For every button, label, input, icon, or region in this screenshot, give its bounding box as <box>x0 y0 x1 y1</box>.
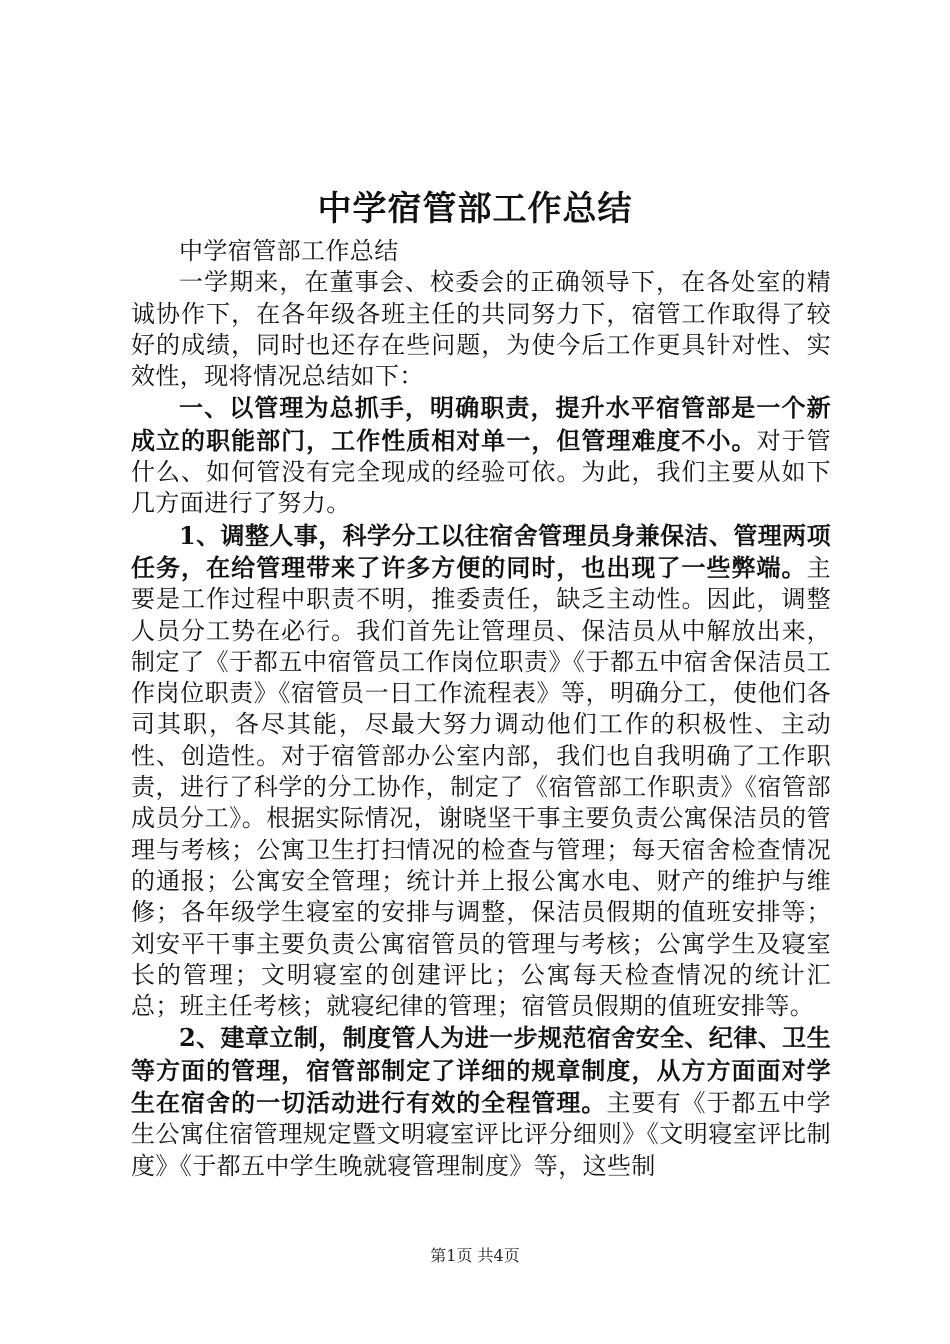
section-one-heading: 一、以管理为总抓手，明确职责，提升水平宿管部是一个新成立的职能部门，工作性质相对单一，但管理难度不小。 <box>131 393 831 455</box>
intro-paragraph: 一学期来，在董事会、校委会的正确领导下，在各处室的精诚协作下，在各年级各班主任的共同努力下，宿管工作取得了较好的成绩，同时也还存在些问题，为使今后工作更具针对性、实效性，现将情况总结如下： <box>131 268 831 391</box>
section-one-paragraph <box>131 392 831 519</box>
item-one-paragraph <box>131 520 831 1023</box>
document-body <box>131 236 831 1182</box>
item-two-paragraph <box>131 1022 831 1181</box>
page-number: 第1页 共4页 <box>430 1246 520 1265</box>
section-one-text: 对于管什么、如何管没有完全现成的经验可依。为此，我们主要从如下几方面进行了努力。 <box>131 426 832 518</box>
item-one-heading: 1、调整人事，科学分工以往宿舍管理员身兼保洁、管理两项任务，在给管理带来了许多方便的同时，也出现了一些弊端。 <box>131 520 831 582</box>
subtitle-paragraph: 中学宿管部工作总结 <box>179 237 399 265</box>
item-two-text: 主要有《于都五中学生公寓住宿管理规定暨文明寝室评比评分细则》《文明寝室评比制度》《于都五中学生晚就寝管理制度》等，这些制 <box>131 1089 831 1180</box>
item-one-text: 主要是工作过程中职责不明，推委责任，缺乏主动性。因此，调整人员分工势在必行。我们首先让管理员、保洁员从中解放出来，制定了《于都五中宿管员工作岗位职责》《于都五中宿舍保洁员工作岗位职责》《宿管员一日工作流程表》等，明确分工，使他们各司其职，各尽其能，尽最大努力调动他们工作的积极性、主动性、创造性。对于宿管部办公室内部，我们也自我明确了工作职责，进行了科学的分工协作，制定了《宿管部工作职责》《宿管部成员分工》。根据实际情况，谢晓坚干事主要负责公寓保洁员的管理与考核；公寓卫生打扫情况的检查与管理；每天宿舍检查情况的通报；公寓安全管理；统计并上报公寓水电、财产的维护与维修；各年级学生寝室的安排与调整，保洁员假期的值班安排等；刘安平干事主要负责公寓宿管员的管理与考核；公寓学生及寝室长的管理；文明寝室的创建评比；公寓每天检查情况的统计汇总；班主任考核；就寝纪律的管理；宿管员假期的值班安排等。 <box>131 553 831 1021</box>
item-two-heading: 2、建章立制，制度管人为进一步规范宿舍安全、纪律、卫生等方面的管理，宿管部制定了详细的规章制度，从方方面面对学生在宿舍的一切活动进行有效的全程管理。 <box>131 1023 831 1118</box>
document-title: 中学宿管部工作总结 <box>317 189 633 229</box>
